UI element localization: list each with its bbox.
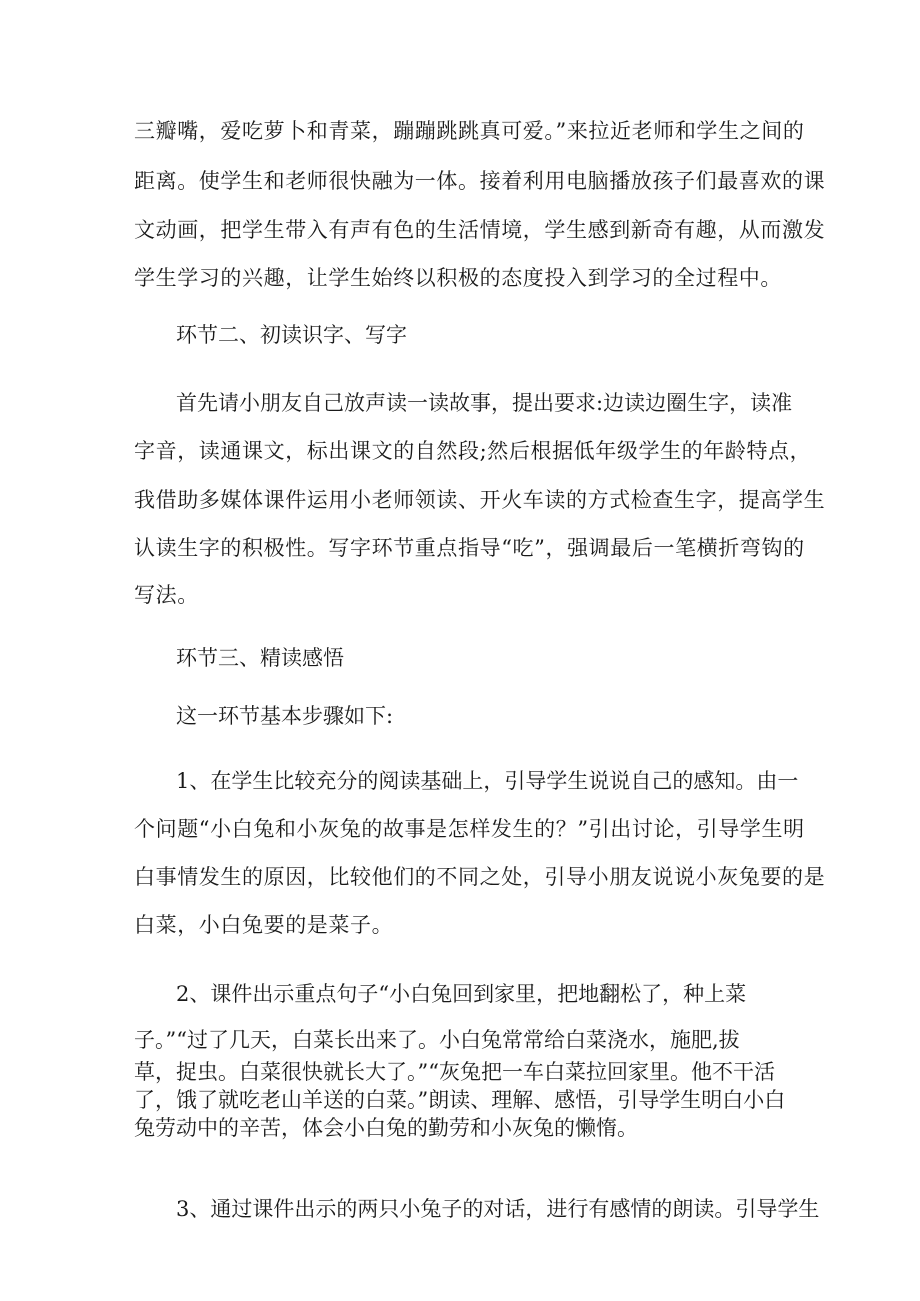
paragraph-line: 2、课件出示重点句子“小白兔回到家里，把地翻松了，种上菜 bbox=[176, 982, 747, 1006]
paragraph-line: 字音，读通课文，标出课文的自然段;然后根据低年级学生的年龄特点， bbox=[134, 439, 812, 463]
paragraph-line: 首先请小朋友自己放声读一读故事，提出要求:边读边圈生字，读准 bbox=[176, 391, 793, 415]
paragraph-line: 个问题“小白兔和小灰兔的故事是怎样发生的？”引出讨论，引导学生明 bbox=[134, 817, 805, 841]
paragraph-line: 三瓣嘴，爱吃萝卜和青菜，蹦蹦跳跳真可爱。”来拉近老师和学生之间的 bbox=[134, 119, 805, 143]
paragraph-line: 白事情发生的原因，比较他们的不同之处，引导小朋友说说小灰兔要的是 bbox=[134, 865, 826, 889]
paragraph-line: 白菜，小白兔要的是菜子。 bbox=[134, 913, 394, 937]
paragraph-line: 这一环节基本步骤如下: bbox=[176, 704, 394, 728]
paragraph-line: 兔劳动中的辛苦，体会小白兔的勤劳和小灰兔的懒惰。 bbox=[134, 1116, 638, 1140]
paragraph-line: 距离。使学生和老师很快融为一体。接着利用电脑播放孩子们最喜欢的课 bbox=[134, 169, 826, 193]
paragraph-line: 了，饿了就吃老山羊送的白菜。”朗读、理解、感悟，引导学生明白小白 bbox=[134, 1088, 786, 1112]
paragraph-line: 我借助多媒体课件运用小老师领读、开火车读的方式检查生字，提高学生 bbox=[134, 488, 826, 512]
paragraph-line: 3、通过课件出示的两只小兔子的对话，进行有感情的朗读。引导学生 bbox=[176, 1197, 820, 1221]
paragraph-line: 文动画，把学生带入有声有色的生活情境，学生感到新奇有趣，从而激发 bbox=[134, 218, 826, 242]
paragraph-line: 学生学习的兴趣，让学生始终以积极的态度投入到学习的全过程中。 bbox=[134, 266, 782, 290]
section-heading: 环节二、初读识字、写字 bbox=[176, 323, 407, 347]
section-heading: 环节三、精读感悟 bbox=[176, 646, 344, 670]
paragraph-line: 认读生字的积极性。写字环节重点指导“吃”，强调最后一笔横折弯钩的 bbox=[134, 536, 805, 560]
paragraph-line: 草，捉虫。白菜很快就长大了。”“灰兔把一车白菜拉回家里。他不干活 bbox=[134, 1060, 775, 1084]
paragraph-line: 写法。 bbox=[134, 583, 199, 607]
paragraph-line: 1、在学生比较充分的阅读基础上，引导学生说说自己的感知。由一 bbox=[176, 769, 799, 793]
paragraph-line: 子。”“过了几天，白菜长出来了。小白兔常常给白菜浇水，施肥,拔 bbox=[134, 1028, 740, 1052]
